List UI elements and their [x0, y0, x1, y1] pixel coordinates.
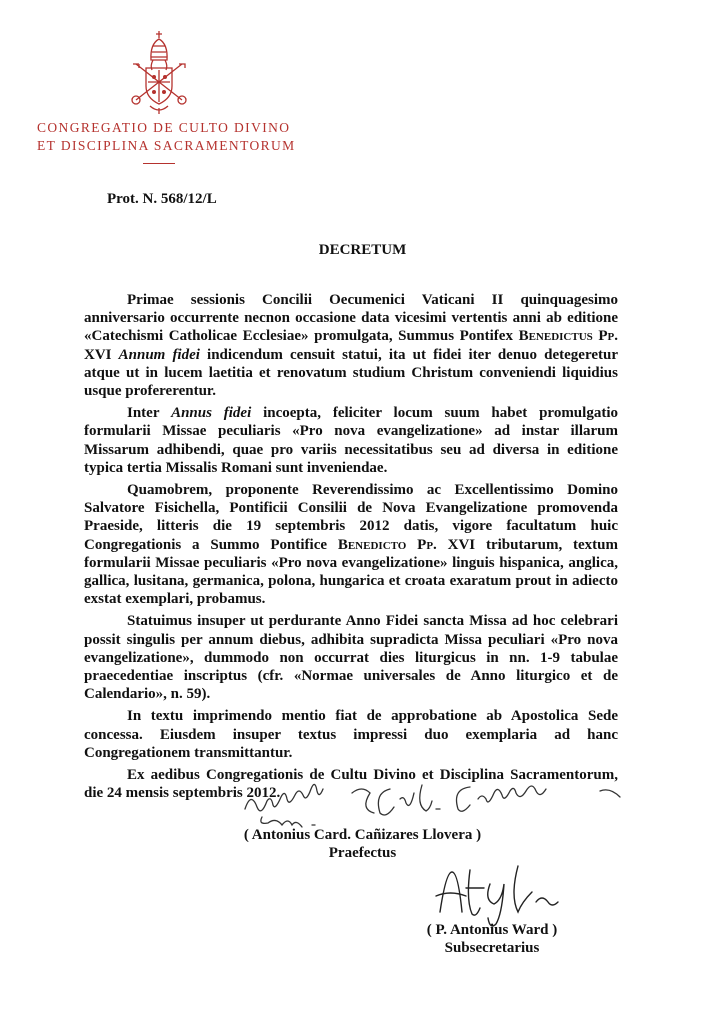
pope-name: Benedicto Pp	[337, 536, 434, 553]
annus-fidei-italic: Annus fidei	[171, 405, 252, 422]
paragraph-2-text-a: Inter	[127, 405, 172, 422]
paragraph-3	[84, 481, 618, 608]
protocol-number: Prot. N. 568/12/L	[107, 191, 217, 207]
paragraph-2-text-b: incoepta, feliciter locum suum habet promulgatio formularii Missae peculiaris «Pro nova evangelizatione» ad instar illarum Missarum adhibendi, quae pro variis necessitatibus seu ad diversa in editione typica tertia Missalis Romani sunt inveniendae.	[84, 405, 618, 476]
papal-coat-of-arms-icon	[124, 30, 194, 116]
prefect-role: Praefectus	[328, 845, 397, 861]
prefect-name: ( Antonius Card. Cañizares Llovera )	[243, 827, 482, 843]
paragraph-6: Ex aedibus Congregationis de Cultu Divino et Disciplina Sacramentorum, die 24 mensis septembris 2012.	[84, 767, 618, 802]
letterhead-line-2: ET DISCIPLINA SACRAMENTORUM	[37, 138, 296, 153]
signatory-undersecretary	[422, 921, 562, 957]
paragraph-1	[84, 291, 618, 400]
paragraph-3-text-b: . XVI tributarum, textum formularii Missae peculiaris «Pro nova evangelizatione» linguis hispanica, anglica, gallica, lusitana, germanica, polona, hungarica et croata exaratum prout in adiecto exstat exemplari, probamus.	[84, 536, 618, 608]
paragraph-1-text-c: indicendum censuit statui, ita ut fidei iter denuo detegeretur atque ut in lucem laetitia et renovatum studium Christum conveniendi liquidius usque profererentur.	[84, 346, 618, 400]
undersecretary-role: Subsecretarius	[444, 940, 540, 956]
letterhead-line-1: CONGREGATIO DE CULTO DIVINO	[37, 120, 291, 135]
undersecretary-name: ( P. Antonius Ward )	[426, 922, 558, 938]
pope-name: Benedictus Pp	[518, 328, 615, 345]
annum-fidei-italic: Annum fidei	[118, 346, 200, 363]
paragraph-4: Statuimus insuper ut perdurante Anno Fidei sancta Missa ad hoc celebrari possit singulis per annum diebus, adhibita supradicta Missa peculiari «Pro nova evangelizatione», dummodo non occurrat dies liturgicus in nn. 1-9 tabulae praecedentiae inscriptus (cfr. «Normae universales de Anno liturgico et de Calendario», n. 59).	[84, 613, 618, 703]
paragraph-3-text-a: Quamobrem, proponente Reverendissimo ac Excellentissimo Domino Salvatore Fisichella, Pontificii Consilii de Nova Evangelizatione promovenda Praeside, litteris die 19 septembris 2012 datis, vigore facultatum huic Congregationis a Summo Pontifice	[84, 482, 618, 553]
decree-body	[84, 291, 618, 806]
letterhead-divider	[143, 163, 175, 164]
paragraph-1-text-b: . XVI	[84, 328, 619, 363]
handwritten-signature-icon	[240, 769, 630, 829]
paragraph-1-text-a: Primae sessionis Concilii Oecumenici Vaticani II quinquagesimo anniversario occurrente necnon occasione data vicesimi vertentis anni ab editione «Catechismi Catholicae Ecclesiae» promulgata, Summus Pontifex	[84, 292, 618, 345]
document-title: DECRETUM	[318, 242, 407, 258]
paragraph-5: In textu imprimendo mentio fiat de approbatione ab Apostolica Sede concessa. Eiusdem insuper textus impressi duo exemplaria ad hanc Congregationem transmittantur.	[84, 708, 618, 761]
paragraph-2	[84, 404, 618, 477]
handwritten-signature-icon	[430, 862, 580, 928]
signatory-prefect	[0, 826, 725, 862]
